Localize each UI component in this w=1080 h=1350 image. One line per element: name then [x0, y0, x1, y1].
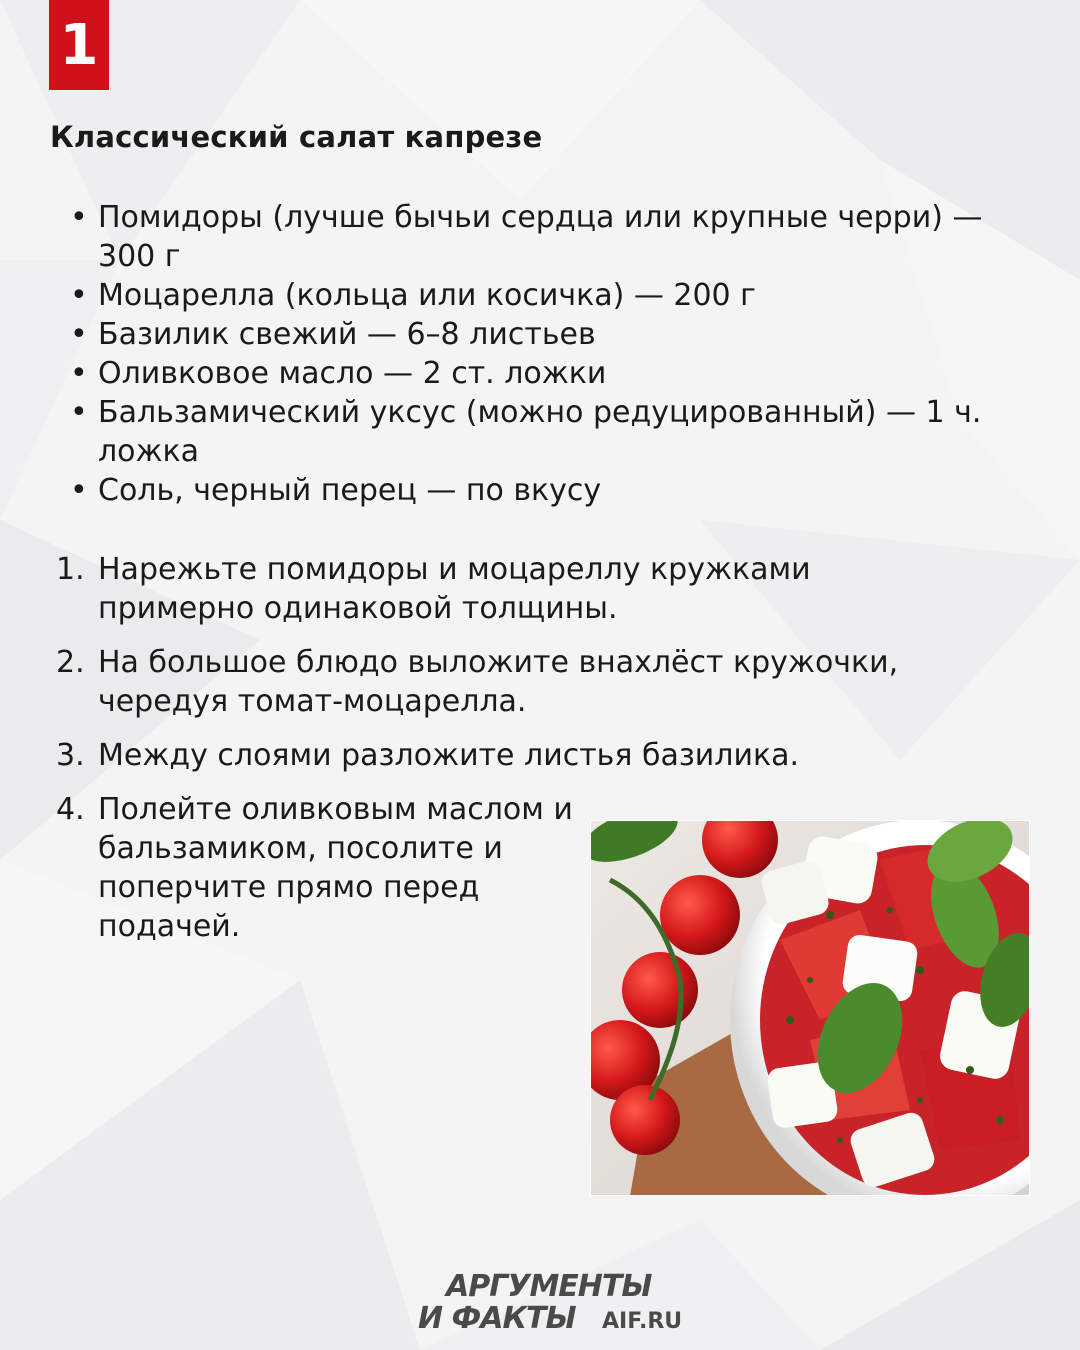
- step-text: Нарежьте помидоры и моцареллу кружками примерно одинаковой толщины.: [98, 552, 811, 626]
- ingredients-list: [62, 198, 1002, 510]
- page-number-badge: 1: [49, 0, 109, 90]
- step-item: [56, 736, 956, 775]
- svg-text:АРГУМЕНТЫ: АРГУМЕНТЫ: [446, 1269, 652, 1304]
- step-text: Полейте оливковым маслом и бальзамиком, посолите и поперчите прямо перед подачей.: [98, 792, 573, 944]
- step-item: [56, 643, 956, 721]
- step-number: 1.: [56, 552, 85, 587]
- bullet: •: [70, 317, 88, 352]
- caprese-salad-photo: [590, 820, 1030, 1196]
- ingredient-item: • Соль, черный перец — по вкусу: [70, 473, 602, 508]
- svg-text:И ФАКТЫ: И ФАКТЫ: [418, 1301, 576, 1332]
- bullet: •: [70, 473, 88, 508]
- step-item: [56, 790, 588, 946]
- bullet: •: [70, 200, 88, 235]
- ingredient-item: • Помидоры (лучше бычьи сердца или крупные черри) — 300 г: [70, 200, 983, 274]
- svg-text:AIF.RU: AIF.RU: [602, 1309, 683, 1332]
- step-number: 3.: [56, 738, 85, 773]
- step-number: 2.: [56, 645, 85, 680]
- ingredient-item: • Оливковое масло — 2 ст. ложки: [70, 356, 607, 391]
- ingredient-item: • Бальзамический уксус (можно редуцированный) — 1 ч. ложка: [70, 395, 982, 469]
- step-text: На большое блюдо выложите внахлёст кружочки, чередуя томат-моцарелла.: [98, 645, 899, 719]
- step-number: 4.: [56, 792, 85, 827]
- ingredient-item: • Базилик свежий — 6–8 листьев: [70, 317, 596, 352]
- step-item: [56, 550, 956, 628]
- ingredient-item: • Моцарелла (кольца или косичка) — 200 г: [70, 278, 756, 313]
- aif-logo: [418, 1268, 688, 1332]
- step-text: Между слоями разложите листья базилика.: [98, 738, 799, 773]
- bullet: •: [70, 356, 88, 391]
- bullet: •: [70, 278, 88, 313]
- recipe-title: Классический салат капрезе: [50, 120, 543, 154]
- bullet: •: [70, 395, 88, 430]
